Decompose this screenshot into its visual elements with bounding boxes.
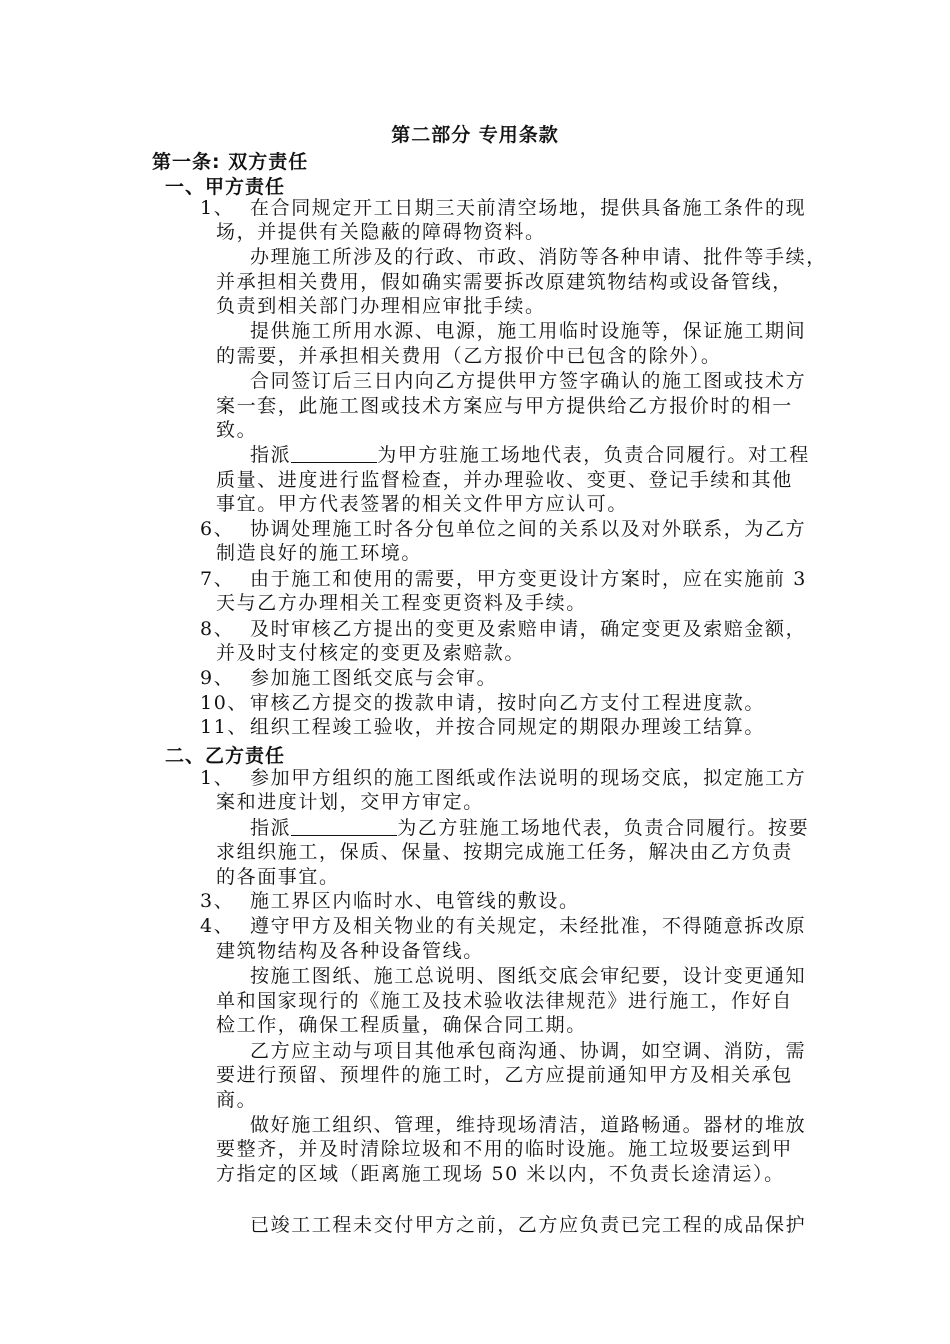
text-line: 致。 (216, 419, 258, 441)
text-line: 单和国家现行的《施工及技术验收法律规范》进行施工，作好自 (216, 990, 793, 1012)
text-line: 9、 参加施工图纸交底与会审。 (200, 667, 498, 689)
text-line: 办理施工所涉及的行政、市政、消防等各种申请、批件等手续， (250, 246, 827, 268)
text-line: 案一套，此施工图或技术方案应与甲方提供给乙方报价时的相一 (216, 395, 793, 417)
text-line: 7、 由于施工和使用的需要，甲方变更设计方案时，应在实施前 3 (200, 568, 807, 590)
text-line: 指派 为乙方驻施工场地代表，负责合同履行。按要 (250, 817, 810, 839)
text-line: 的需要，并承担相关费用（乙方报价中已包含的除外）。 (216, 345, 722, 367)
text-line: 指派 为甲方驻施工场地代表，负责合同履行。对工程 (250, 444, 810, 466)
text-line: 事宜。甲方代表签署的相关文件甲方应认可。 (216, 493, 629, 515)
text-line: 要整齐，并及时清除垃圾和不用的临时设施。施工垃圾要运到甲 (216, 1138, 793, 1160)
text-line: 场，并提供有关隐蔽的障碍物资料。 (216, 221, 546, 243)
text-line: 的各面事宜。 (216, 866, 340, 888)
text-line: 1、 参加甲方组织的施工图纸或作法说明的现场交底，拟定施工方 (200, 767, 807, 789)
text-line: 3、 施工界区内临时水、电管线的敷设。 (200, 890, 580, 912)
text-line: 10、 审核乙方提交的拨款申请，按时向乙方支付工程进度款。 (200, 692, 766, 714)
text-line: 1、 在合同规定开工日期三天前清空场地，提供具备施工条件的现 (200, 197, 807, 219)
text-line: 已竣工工程未交付甲方之前，乙方应负责已完工程的成品保护 (250, 1214, 807, 1236)
text-line: 提供施工所用水源、电源，施工用临时设施等，保证施工期间 (250, 320, 807, 342)
text-line: 8、 及时审核乙方提出的变更及索赔申请，确定变更及索赔金额， (200, 618, 807, 640)
section-b-heading: 二、乙方责任 (165, 745, 286, 767)
page-title: 第二部分 专用条款 (391, 124, 559, 146)
article-heading: 第一条: 双方责任 (152, 151, 309, 173)
text-line: 乙方应主动与项目其他承包商沟通、协调，如空调、消防，需 (250, 1040, 807, 1062)
text-line: 4、 遵守甲方及相关物业的有关规定，未经批准，不得随意拆改原 (200, 915, 807, 937)
text-line: 按施工图纸、施工总说明、图纸交底会审纪要，设计变更通知 (250, 965, 807, 987)
text-line: 求组织施工，保质、保量、按期完成施工任务，解决由乙方负责 (216, 841, 793, 863)
text-line: 合同签订后三日内向乙方提供甲方签字确认的施工图或技术方 (250, 370, 807, 392)
representative-blank (291, 444, 377, 463)
text-line: 商。 (216, 1089, 258, 1111)
text-line: 天与乙方办理相关工程变更资料及手续。 (216, 592, 587, 614)
text-line: 并及时支付核定的变更及索赔款。 (216, 642, 526, 664)
text-line: 制造良好的施工环境。 (216, 542, 423, 564)
text-line: 11、 组织工程竣工验收，并按合同规定的期限办理竣工结算。 (200, 716, 766, 738)
text-line: 6、 协调处理施工时各分包单位之间的关系以及对外联系，为乙方 (200, 518, 807, 540)
text-line: 做好施工组织、管理，维持现场清洁，道路畅通。器材的堆放 (250, 1114, 807, 1136)
section-a-heading: 一、甲方责任 (165, 176, 286, 198)
text-line: 方指定的区域（距离施工现场 50 米以内，不负责长途清运）。 (216, 1163, 785, 1185)
representative-blank (291, 817, 397, 836)
text-line: 负责到相关部门办理相应审批手续。 (216, 295, 546, 317)
text-line: 要进行预留、预埋件的施工时，乙方应提前通知甲方及相关承包 (216, 1064, 793, 1086)
text-line: 建筑物结构及各种设备管线。 (216, 940, 484, 962)
text-line: 案和进度计划，交甲方审定。 (216, 791, 484, 813)
text-line: 质量、进度进行监督检查，并办理验收、变更、登记手续和其他 (216, 469, 793, 491)
text-line: 检工作，确保工程质量，确保合同工期。 (216, 1014, 587, 1036)
text-line: 并承担相关费用，假如确实需要拆改原建筑物结构或设备管线， (216, 271, 793, 293)
